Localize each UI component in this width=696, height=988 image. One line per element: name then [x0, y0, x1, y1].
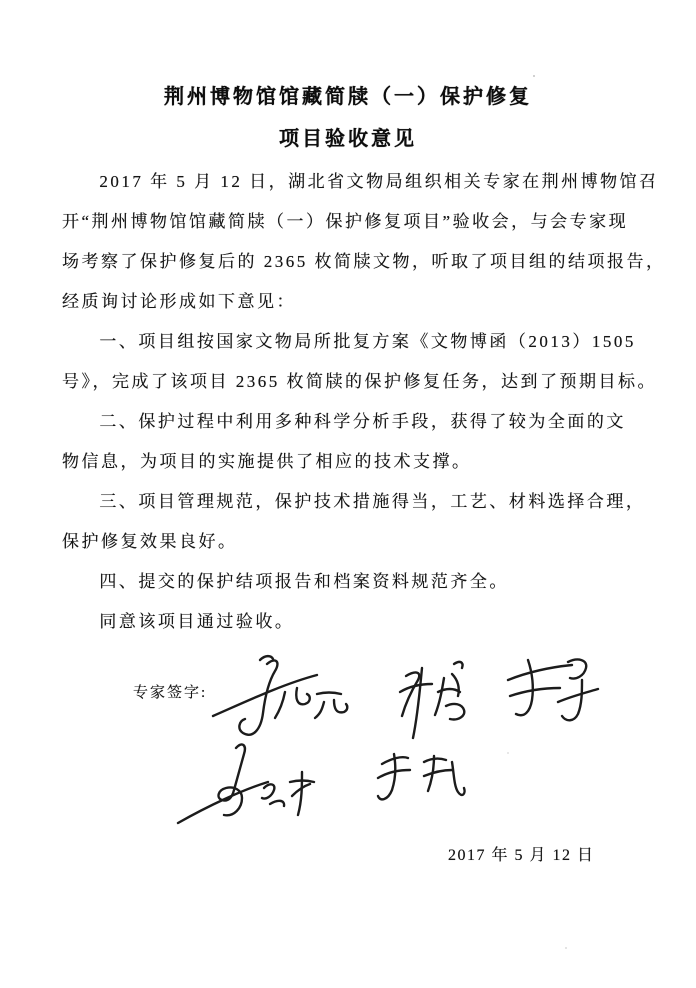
- title-line-1: 荆州博物馆馆藏简牍（一）保护修复: [164, 86, 532, 108]
- body-line: 2017 年 5 月 12 日，湖北省文物局组织相关专家在荆州博物馆召: [99, 172, 659, 191]
- body-line: 一、项目组按国家文物局所批复方案《文物博函（2013）1505: [99, 332, 636, 351]
- signature-handwriting-3: [498, 652, 600, 734]
- body-line: 三、项目管理规范，保护技术措施得当，工艺、材料选择合理，: [99, 492, 646, 511]
- scan-speck: [507, 752, 509, 754]
- document-title: [0, 76, 696, 160]
- document-body: [62, 162, 666, 642]
- body-line: 保护修复效果良好。: [62, 532, 238, 551]
- signature-handwriting-2: [388, 658, 484, 750]
- body-line: 物信息，为项目的实施提供了相应的技术支撑。: [62, 452, 472, 471]
- body-line: 四、提交的保护结项报告和档案资料规范齐全。: [99, 572, 509, 591]
- body-line: 经质询讨论形成如下意见：: [62, 292, 296, 311]
- body-line: 号》，完成了该项目 2365 枚简牍的保护修复任务，达到了预期目标。: [62, 372, 657, 391]
- signature-label: 专家签字:: [133, 685, 208, 701]
- signature-handwriting-5: [368, 748, 470, 820]
- signature-handwriting-4: [172, 738, 324, 840]
- body-line: 二、保护过程中利用多种科学分析手段，获得了较为全面的文: [99, 412, 626, 431]
- scan-speck: [533, 75, 535, 77]
- body-line: 场考察了保护修复后的 2365 枚简牍文物，听取了项目组的结项报告，: [62, 252, 666, 271]
- title-line-2: 项目验收意见: [279, 128, 417, 150]
- body-line: 开“荆州博物馆馆藏简牍（一）保护修复项目”验收会，与会专家现: [62, 212, 629, 231]
- scan-speck: [565, 947, 567, 949]
- document-date: 2017 年 5 月 12 日: [448, 847, 595, 864]
- body-line: 同意该项目通过验收。: [99, 612, 295, 631]
